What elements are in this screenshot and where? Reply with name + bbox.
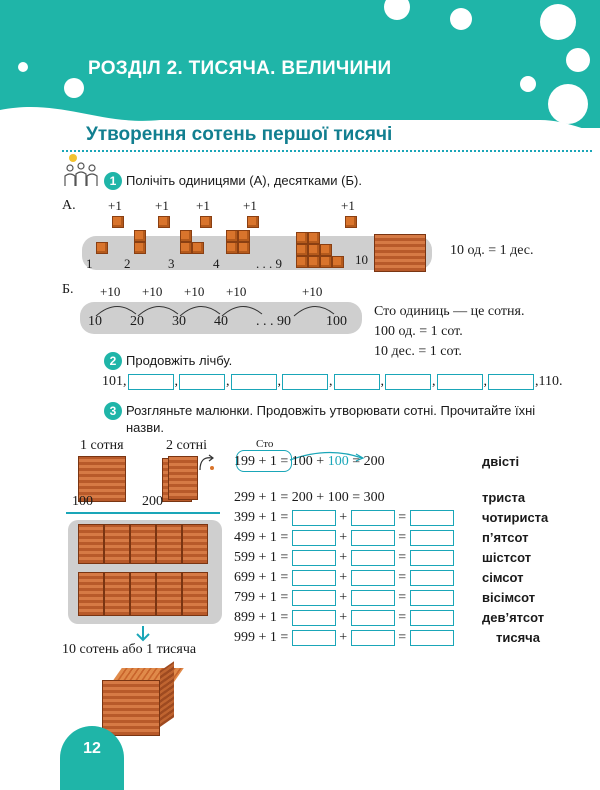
number-name: сімсот xyxy=(482,570,524,585)
number-name: двісті xyxy=(482,454,520,469)
decor-bubble xyxy=(566,48,590,72)
equation-row xyxy=(234,489,526,507)
answer-box[interactable] xyxy=(385,374,431,390)
sequence-end: 110. xyxy=(538,374,563,390)
equation-mid: = 100 + xyxy=(280,454,328,469)
equals-sign: = xyxy=(398,630,407,645)
decor-bubble xyxy=(64,78,84,98)
plus-one-label: +1 xyxy=(243,198,257,213)
unit-cube xyxy=(308,232,320,244)
answer-box[interactable] xyxy=(410,570,454,586)
unit-cube xyxy=(332,256,344,268)
equation-left: 399 + 1 = xyxy=(234,510,289,525)
equation-row xyxy=(234,549,532,567)
row-b-note: 100 од. = 1 сот. xyxy=(374,324,463,339)
count-number: 30 xyxy=(172,314,186,329)
row-a-label: А. xyxy=(62,198,76,213)
value-100: 100 xyxy=(72,494,93,509)
plus-sign: + xyxy=(339,590,348,605)
hundred-plate xyxy=(182,524,208,564)
answer-box[interactable] xyxy=(410,530,454,546)
unit-cube xyxy=(238,242,250,254)
equation-left: 199 + 1 xyxy=(234,454,277,469)
unit-cube xyxy=(226,230,238,242)
answer-box[interactable] xyxy=(231,374,277,390)
hundred-plate xyxy=(130,572,156,616)
lesson-title: Утворення сотень першої тисячі xyxy=(86,124,393,145)
thousand-cube xyxy=(102,668,176,738)
hundred-plate xyxy=(156,524,182,564)
group-work-icon xyxy=(62,152,100,188)
task2-instruction: Продовжіть лічбу. xyxy=(126,353,233,368)
equation-row xyxy=(234,529,529,547)
number-name: тисяча xyxy=(496,630,540,645)
chapter-header xyxy=(0,0,600,128)
decor-bubble xyxy=(520,76,536,92)
count-number: 2 xyxy=(124,256,131,271)
divider xyxy=(62,150,592,152)
equals-sign: = xyxy=(398,610,407,625)
answer-box[interactable] xyxy=(410,590,454,606)
number-name: п’ятсот xyxy=(482,530,529,545)
divider xyxy=(66,512,220,514)
count-number: 10 xyxy=(355,252,368,267)
row-b-note: 10 дес. = 1 сот. xyxy=(374,344,462,359)
count-number: 4 xyxy=(213,256,220,271)
unit-cube xyxy=(296,232,308,244)
plus-one-label: +1 xyxy=(341,198,355,213)
answer-box[interactable] xyxy=(282,374,328,390)
plus-one-label: +1 xyxy=(108,198,122,213)
plus-ten-label: +10 xyxy=(100,284,121,299)
plus-sign: + xyxy=(339,510,348,525)
number-name: шістсот xyxy=(482,550,532,565)
unit-cube xyxy=(180,242,192,254)
equals-sign: = xyxy=(398,530,407,545)
two-hundreds-label: 2 сотні xyxy=(166,438,208,453)
answer-box[interactable] xyxy=(351,570,395,586)
unit-cube xyxy=(320,256,332,268)
answer-box[interactable] xyxy=(179,374,225,390)
curved-arrow-icon xyxy=(196,452,218,474)
hundred-plate xyxy=(168,456,198,500)
sto-label: Сто xyxy=(256,438,274,450)
answer-box[interactable] xyxy=(292,510,336,526)
unit-cube xyxy=(345,216,357,228)
equation-row xyxy=(234,589,536,607)
unit-cube xyxy=(296,256,308,268)
unit-cube xyxy=(247,216,259,228)
down-arrow-icon xyxy=(136,626,150,642)
answer-box[interactable] xyxy=(437,374,483,390)
decor-bubble xyxy=(18,62,28,72)
answer-box[interactable] xyxy=(351,630,395,646)
count-number: . . . 9 xyxy=(256,256,282,271)
hundred-plate xyxy=(130,524,156,564)
chapter-title: РОЗДІЛ 2. ТИСЯЧА. ВЕЛИЧИНИ xyxy=(88,58,392,79)
count-number: 3 xyxy=(168,256,175,271)
answer-box[interactable] xyxy=(351,550,395,566)
hundred-plate xyxy=(78,572,104,616)
equals-sign: = xyxy=(398,510,407,525)
answer-box[interactable] xyxy=(292,630,336,646)
plus-sign: + xyxy=(339,530,348,545)
plus-ten-label: +10 xyxy=(184,284,205,299)
row-b-note: Сто одиниць — це сотня. xyxy=(374,304,525,319)
answer-box[interactable] xyxy=(351,530,395,546)
unit-cube xyxy=(180,230,192,242)
unit-cube xyxy=(308,256,320,268)
equation-left: 999 + 1 = xyxy=(234,630,289,645)
answer-box[interactable] xyxy=(292,610,336,626)
equation-row xyxy=(234,509,549,527)
unit-cube xyxy=(112,216,124,228)
task3-instruction-line1: Розгляньте малюнки. Продовжіть утворювати сотні. Прочитайте їхні xyxy=(126,403,536,418)
equation-left: 799 + 1 = xyxy=(234,590,289,605)
number-name: дев’ятсот xyxy=(482,610,545,625)
number-name: вісімсот xyxy=(482,590,536,605)
equation-left: 599 + 1 = xyxy=(234,550,289,565)
count-number: 1 xyxy=(86,256,93,271)
task-number-badge: 2 xyxy=(104,352,122,370)
task1-instruction: Полічіть одиницями (А), десятками (Б). xyxy=(126,173,362,188)
equation-mid: = 200 + 100 = 300 xyxy=(280,490,385,505)
answer-box[interactable] xyxy=(410,630,454,646)
equation-highlight: 100 xyxy=(327,454,349,469)
answer-box[interactable] xyxy=(488,374,534,390)
row-b-label: Б. xyxy=(62,282,74,297)
plus-sign: + xyxy=(339,550,348,565)
answer-box[interactable] xyxy=(410,610,454,626)
answer-box[interactable] xyxy=(292,530,336,546)
equation-left: 499 + 1 = xyxy=(234,530,289,545)
page-number: 12 xyxy=(83,740,101,757)
count-number: 100 xyxy=(326,314,347,329)
count-number: 20 xyxy=(130,314,144,329)
answer-box[interactable] xyxy=(292,590,336,606)
equation-left: 299 + 1 xyxy=(234,490,277,505)
hundred-plate xyxy=(104,572,130,616)
number-name: триста xyxy=(482,490,526,505)
equation-row xyxy=(234,609,545,627)
equation-left: 699 + 1 = xyxy=(234,570,289,585)
plus-sign: + xyxy=(339,570,348,585)
unit-cube xyxy=(158,216,170,228)
equation-row xyxy=(234,569,524,587)
equals-sign: = xyxy=(398,570,407,585)
unit-cube xyxy=(134,230,146,242)
answer-box[interactable] xyxy=(292,570,336,586)
equals-sign: = xyxy=(398,590,407,605)
task-number-badge: 3 xyxy=(104,402,122,420)
ten-rod xyxy=(374,234,426,272)
hundred-plate xyxy=(104,524,130,564)
equation-row xyxy=(234,453,520,471)
thousand-caption: 10 сотень або 1 тисяча xyxy=(62,642,197,657)
unit-cube xyxy=(308,244,320,256)
hundred-plate xyxy=(78,524,104,564)
count-number: 10 xyxy=(88,314,102,329)
plus-one-label: +1 xyxy=(155,198,169,213)
count-sequence: 101, , , , , , , , ,110. xyxy=(102,374,563,390)
one-hundred-label: 1 сотня xyxy=(80,438,124,453)
unit-cube xyxy=(134,242,146,254)
plus-one-label: +1 xyxy=(196,198,210,213)
equals-sign: = xyxy=(398,550,407,565)
answer-box[interactable] xyxy=(410,510,454,526)
equation-left: 899 + 1 = xyxy=(234,610,289,625)
answer-box[interactable] xyxy=(351,510,395,526)
count-number: . . . 90 xyxy=(256,314,291,329)
decor-bubble xyxy=(450,8,472,30)
unit-cube xyxy=(200,216,212,228)
plus-sign: + xyxy=(339,610,348,625)
unit-cube xyxy=(238,230,250,242)
answer-box[interactable] xyxy=(334,374,380,390)
page-number-tab xyxy=(60,726,124,790)
value-200: 200 xyxy=(142,494,163,509)
plus-sign: + xyxy=(339,630,348,645)
plus-ten-label: +10 xyxy=(142,284,163,299)
plus-ten-label: +10 xyxy=(226,284,247,299)
unit-cube xyxy=(96,242,108,254)
unit-cube xyxy=(320,244,332,256)
task-number-badge: 1 xyxy=(104,172,122,190)
equation-right: = 200 xyxy=(348,454,385,469)
unit-cube xyxy=(296,244,308,256)
answer-box[interactable] xyxy=(351,610,395,626)
equation-row xyxy=(234,629,540,647)
hundred-plate xyxy=(182,572,208,616)
answer-box[interactable] xyxy=(292,550,336,566)
decor-bubble xyxy=(384,0,410,20)
answer-box[interactable] xyxy=(410,550,454,566)
decor-bubble xyxy=(540,4,576,40)
unit-cube xyxy=(226,242,238,254)
row-a-note: 10 од. = 1 дес. xyxy=(450,243,534,258)
count-number: 40 xyxy=(214,314,228,329)
unit-cube xyxy=(192,242,204,254)
task3-instruction-line2: назви. xyxy=(126,420,165,435)
plus-ten-label: +10 xyxy=(302,284,323,299)
number-name: чотириста xyxy=(482,510,549,525)
answer-box[interactable] xyxy=(351,590,395,606)
sequence-start: 101, xyxy=(102,374,127,390)
hundred-plate xyxy=(156,572,182,616)
answer-box[interactable] xyxy=(128,374,174,390)
